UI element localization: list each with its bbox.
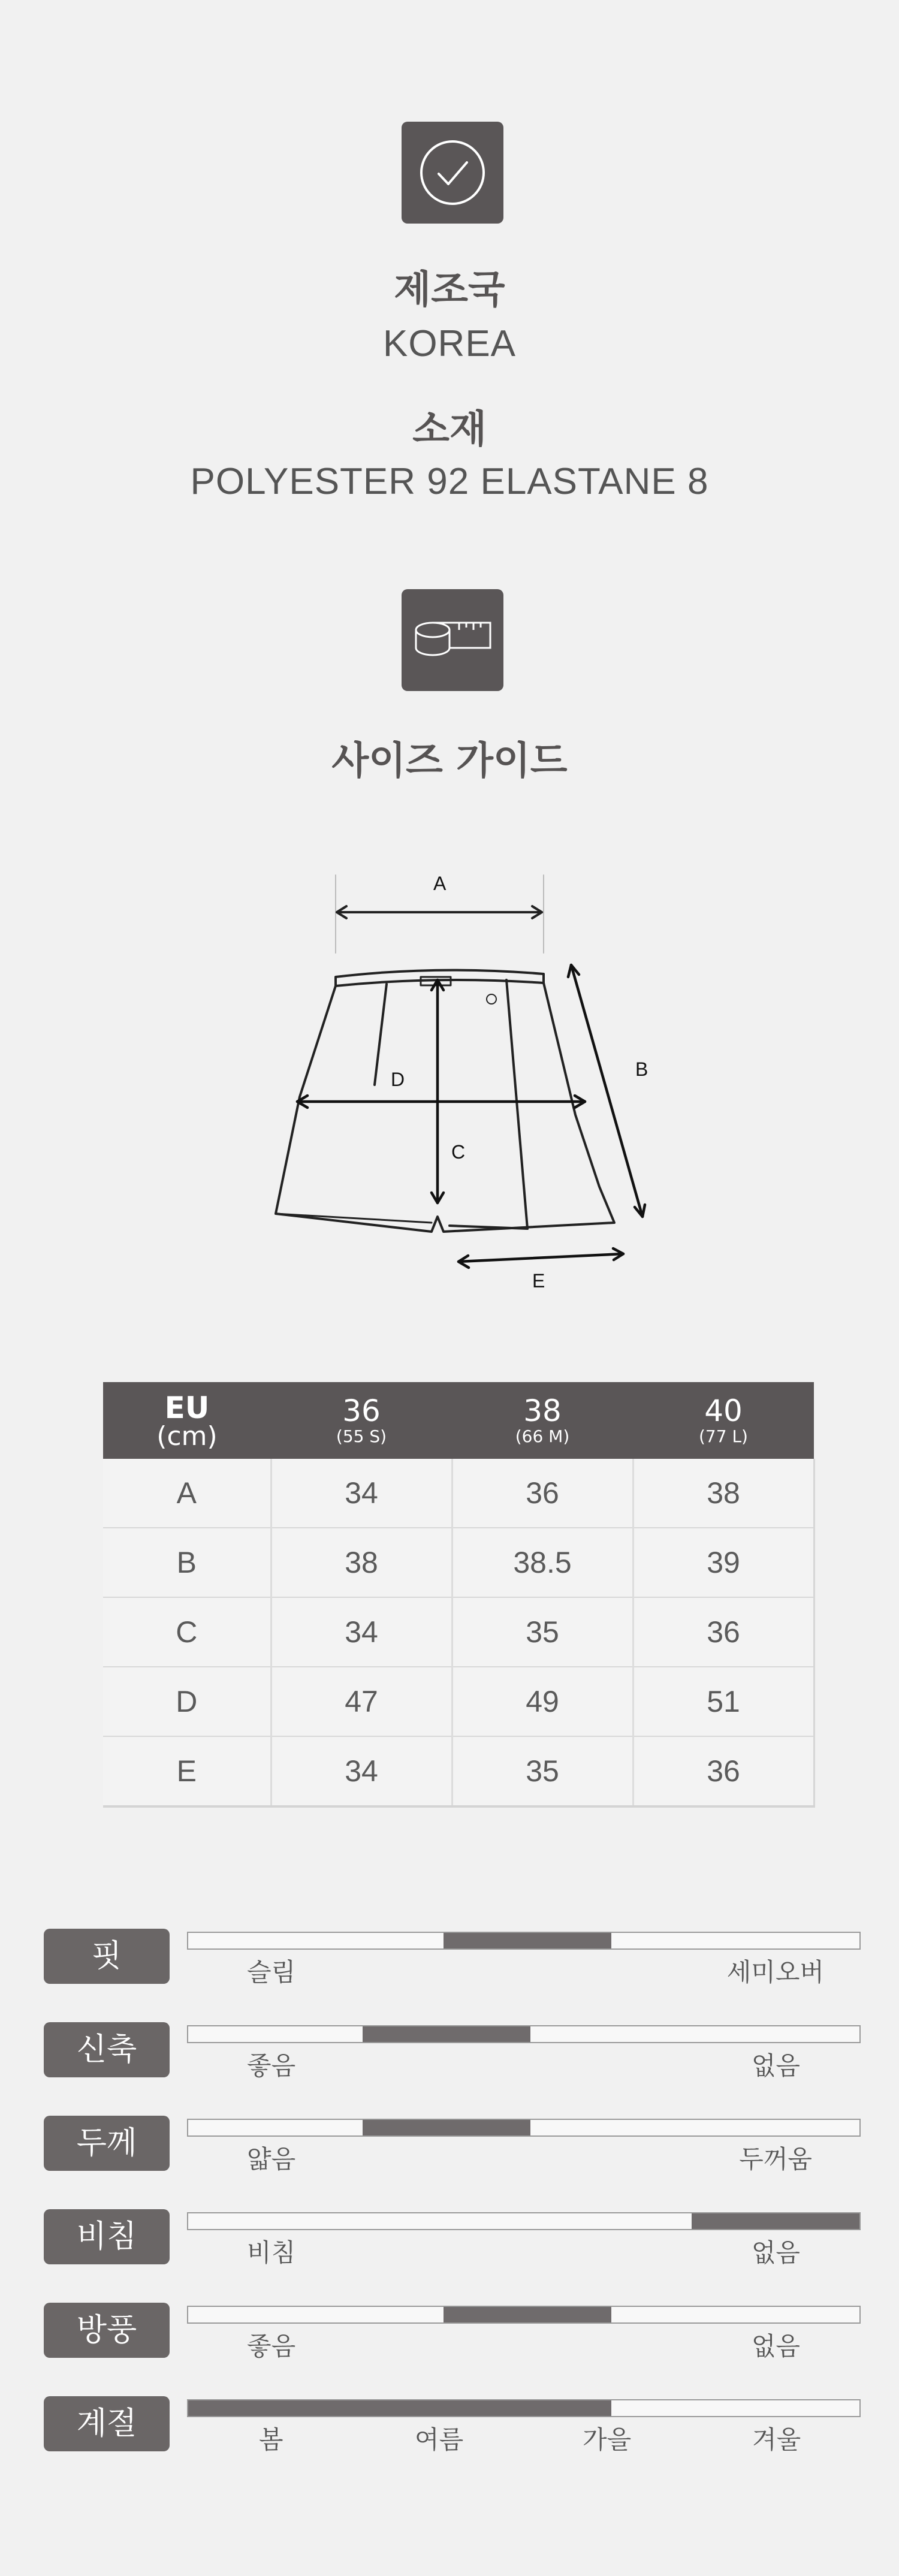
size-sub: (66 M)	[515, 1426, 570, 1446]
unit-header	[103, 1382, 271, 1459]
rating-bar	[187, 2306, 861, 2324]
rating-bar-fill	[692, 2213, 859, 2229]
size-guide-title: 사이즈 가이드	[331, 739, 568, 783]
rating-name: 핏	[44, 1929, 170, 1984]
rating-windproof	[0, 2303, 899, 2393]
material-label: 소재	[412, 408, 487, 452]
season-label-autumn: 가을	[583, 2425, 632, 2454]
size-table	[103, 1382, 815, 1808]
rating-left-label: 비침	[247, 2238, 296, 2267]
table-cell: 36	[633, 1597, 814, 1667]
size-value: 38	[523, 1393, 562, 1428]
row-label: A	[103, 1459, 271, 1528]
table-cell: 49	[452, 1667, 633, 1736]
skirt-measurement-diagram	[252, 857, 659, 1301]
size-header-40	[633, 1382, 814, 1459]
rating-name: 신축	[44, 2022, 170, 2077]
row-label: E	[103, 1736, 271, 1806]
table-cell: 38.5	[452, 1528, 633, 1597]
season-label-winter: 겨울	[752, 2425, 801, 2454]
table-cell: 38	[271, 1528, 452, 1597]
size-header-36	[271, 1382, 452, 1459]
diagram-label-a: A	[433, 873, 447, 894]
rating-sheerness	[0, 2209, 899, 2299]
table-cell: 35	[452, 1736, 633, 1806]
rating-bar-fill	[363, 2120, 530, 2135]
unit-header-top: EU	[164, 1390, 210, 1425]
row-label: B	[103, 1528, 271, 1597]
rating-right-label: 두꺼움	[739, 2144, 812, 2174]
rating-name: 비침	[44, 2209, 170, 2264]
rating-bar	[187, 2119, 861, 2137]
table-cell: 38	[633, 1459, 814, 1528]
rating-left-label: 좋음	[247, 2331, 296, 2361]
rating-bar	[187, 2212, 861, 2230]
rating-left-label: 얇음	[247, 2144, 296, 2174]
season-label-spring: 봄	[259, 2425, 283, 2454]
rating-left-label: 슬림	[247, 1957, 296, 1987]
unit-header-bottom: (cm)	[156, 1421, 218, 1452]
table-row	[103, 1459, 814, 1528]
rating-name: 두께	[44, 2116, 170, 2171]
size-value: 36	[342, 1393, 381, 1428]
diagram-label-b: B	[635, 1058, 648, 1080]
measuring-tape-icon	[402, 589, 503, 691]
rating-name: 방풍	[44, 2303, 170, 2358]
origin-label: 제조국	[394, 268, 505, 312]
size-header-38	[452, 1382, 633, 1459]
diagram-label-d: D	[391, 1069, 405, 1090]
season-label-summer: 여름	[415, 2425, 464, 2454]
table-row	[103, 1528, 814, 1597]
material-value: POLYESTER 92 ELASTANE 8	[190, 461, 709, 502]
table-row	[103, 1736, 814, 1806]
size-table-header	[103, 1382, 814, 1459]
table-cell: 47	[271, 1667, 452, 1736]
rating-right-label: 없음	[751, 2238, 800, 2267]
table-cell: 34	[271, 1459, 452, 1528]
rating-right-label: 없음	[751, 2331, 800, 2361]
table-row	[103, 1597, 814, 1667]
diagram-label-c: C	[451, 1141, 466, 1163]
rating-bar	[187, 1932, 861, 1950]
rating-fit	[0, 1929, 899, 2019]
rating-thickness	[0, 2116, 899, 2206]
row-label: C	[103, 1597, 271, 1667]
rating-left-label: 좋음	[247, 2051, 296, 2080]
table-cell: 39	[633, 1528, 814, 1597]
size-sub: (55 S)	[336, 1426, 387, 1446]
rating-bar	[187, 2399, 861, 2417]
check-badge-icon	[402, 122, 503, 224]
table-cell: 36	[633, 1736, 814, 1806]
diagram-label-e: E	[532, 1270, 545, 1292]
table-cell: 35	[452, 1597, 633, 1667]
size-value: 40	[704, 1393, 743, 1428]
rating-bar-fill	[188, 2400, 611, 2416]
table-cell: 34	[271, 1736, 452, 1806]
size-sub: (77 L)	[699, 1426, 748, 1446]
table-cell: 36	[452, 1459, 633, 1528]
rating-name: 계절	[44, 2396, 170, 2451]
rating-bar-fill	[444, 1933, 611, 1948]
rating-right-label: 세미오버	[726, 1957, 824, 1987]
table-cell: 34	[271, 1597, 452, 1667]
rating-right-label: 없음	[751, 2051, 800, 2080]
rating-bar-fill	[444, 2307, 611, 2322]
rating-bar	[187, 2025, 861, 2043]
rating-season	[0, 2396, 899, 2486]
row-label: D	[103, 1667, 271, 1736]
rating-bar-fill	[363, 2026, 530, 2042]
table-row	[103, 1667, 814, 1736]
origin-value: KOREA	[382, 323, 517, 364]
table-cell: 51	[633, 1667, 814, 1736]
rating-stretch	[0, 2022, 899, 2112]
